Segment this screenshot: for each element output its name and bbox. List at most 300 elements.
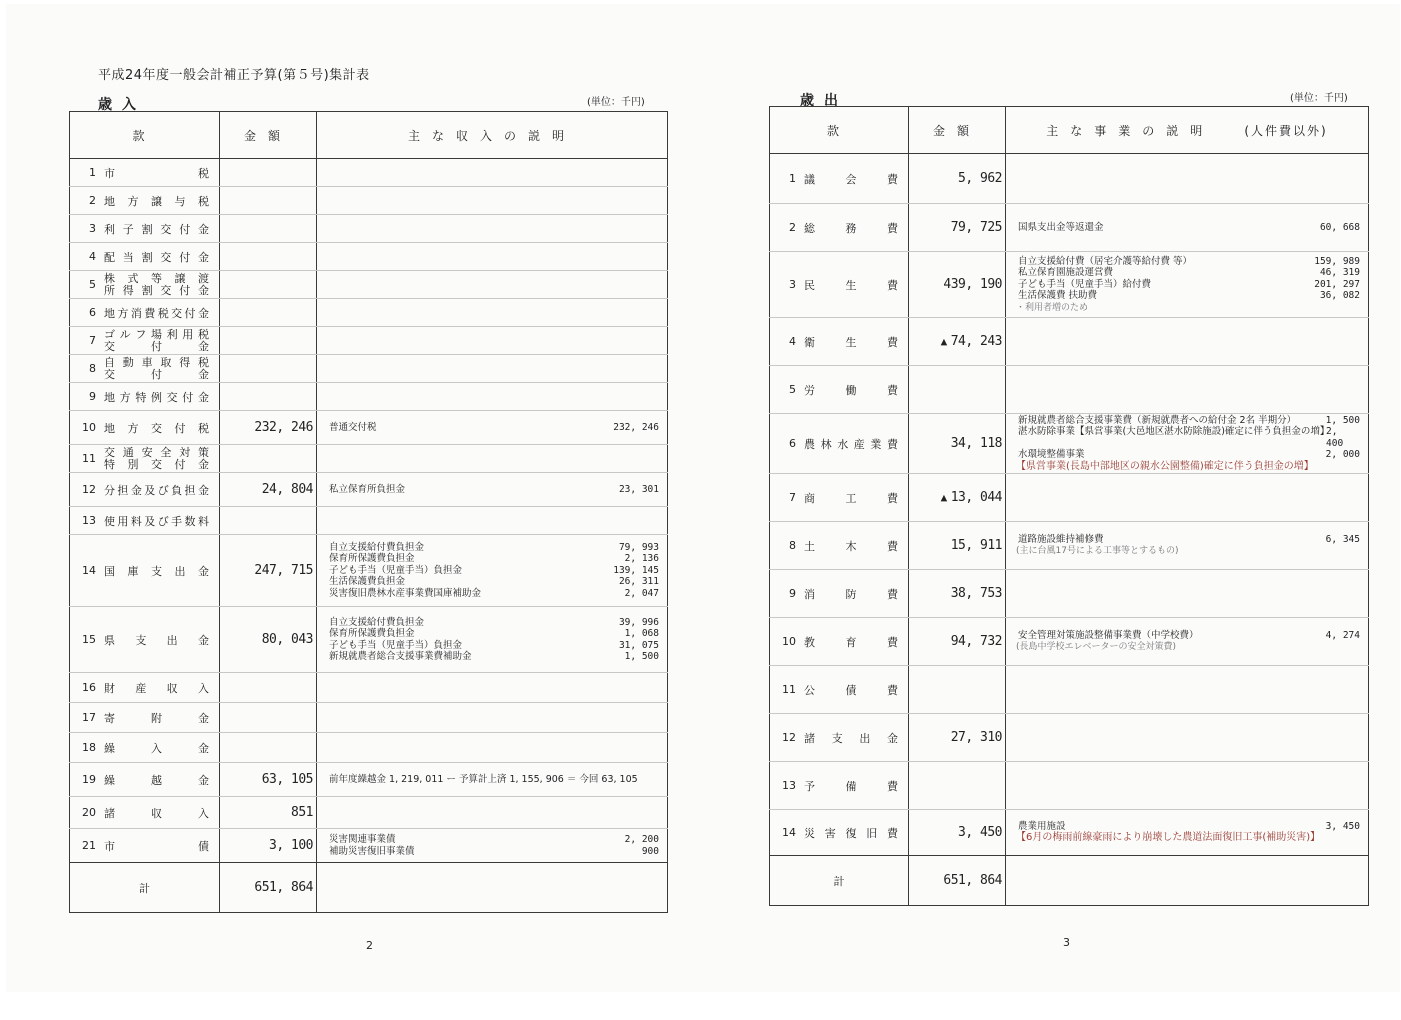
item-number: 16 bbox=[82, 681, 96, 694]
revenue-description bbox=[317, 797, 668, 829]
item-name: 地 方 特 例 交 付 金 bbox=[104, 390, 209, 404]
expenditure-amount bbox=[909, 714, 1006, 762]
description-label: 子ども手当（児童手当）負担金 bbox=[329, 564, 463, 576]
revenue-description bbox=[317, 733, 668, 763]
description-label: 湛水防除事業【県営事業(大邑地区湛水防除施設)確定に伴う負担金の増】 bbox=[1018, 426, 1330, 437]
expenditure-item-cell bbox=[770, 522, 909, 570]
description-label: 子ども手当（児童手当）給付費 bbox=[1018, 278, 1152, 290]
amount-value: 27, 310 bbox=[950, 730, 1002, 745]
table-row bbox=[770, 204, 1369, 252]
table-row bbox=[70, 187, 668, 215]
expenditure-header-amount: 金額 bbox=[909, 107, 1006, 154]
item-name: 民 生 費 bbox=[804, 278, 898, 292]
revenue-amount bbox=[220, 703, 317, 733]
amount-value: 74, 243 bbox=[950, 334, 1002, 349]
item-name: 農 林 水 産 業 費 bbox=[804, 437, 898, 451]
description-label: 農業用施設 bbox=[1018, 820, 1066, 832]
table-row bbox=[70, 797, 668, 829]
revenue-item-cell bbox=[70, 383, 220, 411]
expenditure-total-desc bbox=[1006, 856, 1369, 906]
item-name: 災 害 復 旧 費 bbox=[804, 826, 898, 840]
table-row bbox=[70, 243, 668, 271]
expenditure-amount bbox=[909, 252, 1006, 318]
expenditure-amount bbox=[909, 570, 1006, 618]
expenditure-section-title: 歳出 bbox=[800, 93, 848, 109]
negative-triangle-icon: ▲ bbox=[940, 491, 947, 504]
item-number: 10 bbox=[82, 421, 96, 434]
item-name: 地 方 交 付 税 bbox=[104, 421, 209, 435]
expenditure-amount bbox=[909, 522, 1006, 570]
item-name bbox=[104, 329, 219, 353]
table-row bbox=[70, 507, 668, 535]
item-name: 繰 入 金 bbox=[104, 741, 209, 755]
revenue-item-cell bbox=[70, 733, 220, 763]
item-number: 13 bbox=[82, 514, 96, 527]
expenditure-item-cell bbox=[770, 570, 909, 618]
expenditure-amount bbox=[909, 618, 1006, 666]
expenditure-amount bbox=[909, 414, 1006, 474]
description-value: 46, 319 bbox=[1319, 267, 1360, 278]
table-row bbox=[770, 366, 1369, 414]
description-line bbox=[317, 834, 667, 846]
description-value: 31, 075 bbox=[618, 639, 659, 651]
description-value: 2, 400 bbox=[1326, 426, 1344, 449]
expenditure-item-cell bbox=[770, 762, 909, 810]
table-row bbox=[770, 618, 1369, 666]
table-row bbox=[770, 318, 1369, 366]
description-label: 災害関連事業債 bbox=[329, 834, 396, 845]
revenue-amount bbox=[220, 383, 317, 411]
item-name-line: 所 得 割 交 付 金 bbox=[104, 283, 209, 297]
item-number: 8 bbox=[789, 539, 796, 552]
description-label: 道路施設維持補修費 bbox=[1018, 533, 1104, 545]
description-value: 201, 297 bbox=[1314, 278, 1360, 290]
description-value: 2, 200 bbox=[624, 834, 659, 845]
item-number: 14 bbox=[782, 826, 796, 839]
expenditure-description bbox=[1006, 618, 1369, 666]
item-name: 財 産 収 入 bbox=[104, 681, 209, 695]
revenue-description bbox=[317, 299, 668, 327]
page-number-left: 2 bbox=[366, 939, 373, 952]
table-row bbox=[770, 522, 1369, 570]
revenue-total-desc bbox=[317, 863, 668, 913]
item-number: 1 bbox=[789, 172, 796, 185]
table-row bbox=[70, 159, 668, 187]
description-value: 26, 311 bbox=[618, 576, 659, 588]
amount-value: 79, 725 bbox=[950, 220, 1002, 235]
item-number: 14 bbox=[82, 564, 96, 577]
description-label: 子ども手当（児童手当）負担金 bbox=[329, 639, 463, 651]
item-number: 3 bbox=[89, 222, 96, 235]
revenue-description bbox=[317, 673, 668, 703]
expenditure-description bbox=[1006, 570, 1369, 618]
revenue-item-cell bbox=[70, 159, 220, 187]
handwritten-note: ・利用者増のため bbox=[1016, 302, 1089, 313]
item-name: 労 働 費 bbox=[804, 383, 898, 397]
revenue-amount bbox=[220, 507, 317, 535]
description-label: 安全管理対策施設整備事業費（中学校費） bbox=[1018, 629, 1199, 641]
table-row bbox=[70, 703, 668, 733]
table-row bbox=[70, 763, 668, 797]
expenditure-description bbox=[1006, 204, 1369, 252]
description-value: 159, 989 bbox=[1314, 255, 1360, 267]
description-line bbox=[317, 565, 667, 577]
item-name: 市 税 bbox=[104, 166, 209, 180]
table-row bbox=[770, 762, 1369, 810]
revenue-item-cell bbox=[70, 797, 220, 829]
description-line bbox=[1006, 256, 1368, 268]
revenue-amount: 3, 100 bbox=[220, 829, 317, 863]
item-name-line: 特 別 交 付 金 bbox=[104, 457, 209, 471]
description-label: 国県支出金等返還金 bbox=[1018, 221, 1104, 233]
revenue-description bbox=[317, 411, 668, 445]
item-name: 使 用 料 及 び 手 数 料 bbox=[104, 514, 209, 528]
revenue-item-cell bbox=[70, 243, 220, 271]
expenditure-amount bbox=[909, 474, 1006, 522]
expenditure-total-label: 計 bbox=[770, 856, 909, 906]
item-name-line: 交 付 金 bbox=[104, 339, 209, 353]
expenditure-amount bbox=[909, 666, 1006, 714]
revenue-header-item: 款 bbox=[70, 112, 220, 159]
revenue-item-cell bbox=[70, 763, 220, 797]
amount-value: 94, 732 bbox=[950, 634, 1002, 649]
expenditure-description bbox=[1006, 810, 1369, 856]
description-line bbox=[1006, 821, 1368, 833]
item-name: 配 当 割 交 付 金 bbox=[104, 250, 209, 264]
table-row bbox=[770, 474, 1369, 522]
item-number: 20 bbox=[82, 806, 96, 819]
revenue-item-cell bbox=[70, 355, 220, 383]
item-name: 商 工 費 bbox=[804, 491, 898, 505]
description-value: 4, 274 bbox=[1325, 629, 1360, 641]
description-label: 水環境整備事業 bbox=[1018, 449, 1085, 460]
revenue-amount bbox=[220, 299, 317, 327]
item-name: 市 債 bbox=[104, 839, 209, 853]
item-name: 寄 附 金 bbox=[104, 711, 209, 725]
revenue-amount bbox=[220, 355, 317, 383]
description-label: 私立保育所負担金 bbox=[329, 483, 406, 495]
expenditure-amount bbox=[909, 366, 1006, 414]
item-number: 4 bbox=[89, 250, 96, 263]
description-value: 2, 047 bbox=[624, 587, 659, 599]
expenditure-item-cell bbox=[770, 714, 909, 762]
revenue-amount bbox=[220, 733, 317, 763]
revenue-item-cell bbox=[70, 607, 220, 673]
description-label: 新規就農者総合支援事業費補助金 bbox=[329, 651, 472, 662]
item-number: 11 bbox=[782, 683, 796, 696]
expenditure-item-cell bbox=[770, 810, 909, 856]
item-name: 繰 越 金 bbox=[104, 773, 209, 787]
revenue-total-amount: 651, 864 bbox=[220, 863, 317, 913]
page-number-right: 3 bbox=[1063, 936, 1070, 949]
revenue-amount: 247, 715 bbox=[220, 535, 317, 607]
item-number: 15 bbox=[82, 633, 96, 646]
table-row bbox=[70, 327, 668, 355]
item-number: 19 bbox=[82, 773, 96, 786]
item-name-line: ゴ ル フ 場 利 用 税 bbox=[104, 327, 209, 341]
description-line bbox=[317, 576, 667, 588]
item-number: 6 bbox=[89, 306, 96, 319]
item-name-line: 株 式 等 譲 渡 bbox=[104, 271, 209, 285]
item-name bbox=[104, 447, 219, 471]
item-name: 諸 支 出 金 bbox=[804, 731, 898, 745]
table-row bbox=[70, 445, 668, 473]
revenue-amount: 80, 043 bbox=[220, 607, 317, 673]
description-label: 保育所保護費負担金 bbox=[329, 628, 415, 639]
item-number: 9 bbox=[89, 390, 96, 403]
description-value: 1, 500 bbox=[624, 651, 659, 662]
negative-triangle-icon: ▲ bbox=[940, 335, 947, 348]
item-number: 21 bbox=[82, 839, 96, 852]
revenue-section-title: 歳入 bbox=[98, 97, 146, 113]
table-row bbox=[770, 154, 1369, 204]
revenue-amount: 63, 105 bbox=[220, 763, 317, 797]
amount-value: 13, 044 bbox=[950, 490, 1002, 505]
revenue-amount bbox=[220, 327, 317, 355]
item-number: 3 bbox=[789, 278, 796, 291]
revenue-description bbox=[317, 535, 668, 607]
description-line bbox=[317, 774, 667, 786]
item-number: 10 bbox=[782, 635, 796, 648]
description-label: 新規就農者総合支援事業費（新規就農者への給付金 2名 半期分） bbox=[1018, 414, 1297, 426]
revenue-item-cell bbox=[70, 411, 220, 445]
expenditure-description bbox=[1006, 714, 1369, 762]
item-number: 2 bbox=[89, 194, 96, 207]
expenditure-header-item: 款 bbox=[770, 107, 909, 154]
table-row bbox=[70, 673, 668, 703]
table-row bbox=[770, 570, 1369, 618]
description-label: 生活保護費 扶助費 bbox=[1018, 290, 1098, 301]
table-row bbox=[70, 733, 668, 763]
description-line bbox=[317, 553, 667, 565]
revenue-item-cell bbox=[70, 299, 220, 327]
amount-value: 439, 190 bbox=[943, 277, 1002, 292]
item-name: 分 担 金 及 び 負 担 金 bbox=[104, 483, 209, 497]
item-number: 5 bbox=[89, 278, 96, 291]
expenditure-description bbox=[1006, 474, 1369, 522]
revenue-description bbox=[317, 215, 668, 243]
description-value: 1, 068 bbox=[624, 628, 659, 639]
item-name: 国 庫 支 出 金 bbox=[104, 564, 209, 578]
revenue-amount bbox=[220, 673, 317, 703]
item-name: 地 方 譲 与 税 bbox=[104, 194, 209, 208]
revenue-description bbox=[317, 159, 668, 187]
revenue-description bbox=[317, 327, 668, 355]
revenue-item-cell bbox=[70, 187, 220, 215]
revenue-amount bbox=[220, 271, 317, 299]
description-line bbox=[1006, 534, 1368, 546]
revenue-amount: 851 bbox=[220, 797, 317, 829]
table-row bbox=[70, 607, 668, 673]
handwritten-note: 【6月の梅雨前線豪雨により崩壊した農道法面復旧工事(補助災害)】 bbox=[1016, 832, 1321, 844]
description-line bbox=[1006, 449, 1368, 461]
table-row bbox=[770, 252, 1369, 318]
table-row bbox=[70, 355, 668, 383]
item-name: 県 支 出 金 bbox=[104, 633, 209, 647]
revenue-description bbox=[317, 355, 668, 383]
amount-value: 3, 450 bbox=[958, 825, 1002, 840]
expenditure-item-cell bbox=[770, 366, 909, 414]
expenditure-item-cell bbox=[770, 252, 909, 318]
revenue-item-cell bbox=[70, 473, 220, 507]
item-number: 8 bbox=[89, 362, 96, 375]
description-line bbox=[1006, 426, 1368, 449]
item-number: 17 bbox=[82, 711, 96, 724]
item-name: 地 方 消 費 税 交 付 金 bbox=[104, 306, 209, 320]
revenue-description bbox=[317, 829, 668, 863]
description-line bbox=[317, 846, 667, 858]
expenditure-item-cell bbox=[770, 154, 909, 204]
expenditure-description bbox=[1006, 666, 1369, 714]
revenue-amount bbox=[220, 187, 317, 215]
item-name-line: 交 付 金 bbox=[104, 367, 209, 381]
table-row bbox=[70, 299, 668, 327]
description-label: 自立支援給付費負担金 bbox=[329, 616, 425, 628]
revenue-amount: 24, 804 bbox=[220, 473, 317, 507]
handwritten-note: (主に台風17号による工事等とするもの) bbox=[1016, 546, 1179, 557]
description-line bbox=[1006, 222, 1368, 234]
table-row bbox=[70, 473, 668, 507]
revenue-item-cell bbox=[70, 829, 220, 863]
expenditure-description bbox=[1006, 522, 1369, 570]
item-name: 議 会 費 bbox=[804, 172, 898, 186]
description-label: 前年度繰越金 1, 219, 011 ー 予算計上済 1, 155, 906 ＝ 今回 63, 105 bbox=[329, 773, 638, 785]
table-row bbox=[770, 810, 1369, 856]
amount-value: 38, 753 bbox=[950, 586, 1002, 601]
item-name: 公 債 費 bbox=[804, 683, 898, 697]
description-line bbox=[317, 484, 667, 496]
description-line bbox=[1006, 415, 1368, 427]
revenue-header-description: 主な収入の説明 bbox=[317, 112, 668, 159]
item-name: 諸 収 入 bbox=[104, 806, 209, 820]
description-label: 私立保育園施設運営費 bbox=[1018, 267, 1114, 278]
item-name-line: 交 通 安 全 対 策 bbox=[104, 445, 209, 459]
expenditure-item-cell bbox=[770, 204, 909, 252]
description-line bbox=[317, 588, 667, 600]
item-name: 利 子 割 交 付 金 bbox=[104, 222, 209, 236]
revenue-description bbox=[317, 271, 668, 299]
revenue-description bbox=[317, 243, 668, 271]
table-row bbox=[70, 383, 668, 411]
expenditure-unit: (単位：千円) bbox=[1290, 93, 1348, 104]
description-label: 自立支援給付費負担金 bbox=[329, 541, 425, 553]
item-name: 消 防 費 bbox=[804, 587, 898, 601]
description-value: 3, 450 bbox=[1325, 820, 1360, 832]
item-number: 12 bbox=[82, 483, 96, 496]
revenue-description bbox=[317, 607, 668, 673]
description-value: 139, 145 bbox=[613, 564, 659, 576]
item-number: 4 bbox=[789, 335, 796, 348]
description-value: 2, 136 bbox=[624, 553, 659, 565]
revenue-item-cell bbox=[70, 703, 220, 733]
description-value: 39, 996 bbox=[618, 616, 659, 628]
handwritten-note: (長島中学校エレベーターの安全対策費) bbox=[1016, 642, 1177, 653]
revenue-amount: 232, 246 bbox=[220, 411, 317, 445]
expenditure-description bbox=[1006, 366, 1369, 414]
revenue-table bbox=[69, 111, 668, 913]
item-name bbox=[104, 273, 219, 297]
description-label: 普通交付税 bbox=[329, 421, 377, 433]
revenue-description bbox=[317, 507, 668, 535]
expenditure-item-cell bbox=[770, 618, 909, 666]
description-line bbox=[317, 640, 667, 652]
item-name: 土 木 費 bbox=[804, 539, 898, 553]
revenue-item-cell bbox=[70, 507, 220, 535]
expenditure-header-description: 主な事業の説明 (人件費以外) bbox=[1006, 107, 1369, 154]
table-row bbox=[70, 411, 668, 445]
expenditure-amount bbox=[909, 204, 1006, 252]
description-line bbox=[1006, 290, 1368, 302]
item-number: 18 bbox=[82, 741, 96, 754]
item-number: 11 bbox=[82, 452, 96, 465]
item-number: 2 bbox=[789, 221, 796, 234]
revenue-amount bbox=[220, 215, 317, 243]
description-line bbox=[317, 542, 667, 554]
description-label: 補助災害復旧事業債 bbox=[329, 845, 415, 857]
amount-value: 5, 962 bbox=[958, 171, 1002, 186]
expenditure-amount bbox=[909, 318, 1006, 366]
description-value: 23, 301 bbox=[618, 483, 659, 495]
table-row bbox=[70, 215, 668, 243]
expenditure-table bbox=[769, 106, 1369, 906]
revenue-unit: (単位：千円) bbox=[587, 97, 645, 108]
expenditure-amount bbox=[909, 762, 1006, 810]
expenditure-item-cell bbox=[770, 318, 909, 366]
expenditure-item-cell bbox=[770, 666, 909, 714]
expenditure-description bbox=[1006, 252, 1369, 318]
item-number: 5 bbox=[789, 383, 796, 396]
expenditure-description bbox=[1006, 414, 1369, 474]
revenue-item-cell bbox=[70, 215, 220, 243]
description-label: 災害復旧農林水産事業費国庫補助金 bbox=[329, 587, 482, 599]
revenue-header-amount: 金額 bbox=[220, 112, 317, 159]
table-row bbox=[70, 271, 668, 299]
expenditure-description bbox=[1006, 154, 1369, 204]
amount-value: 34, 118 bbox=[950, 436, 1002, 451]
description-value: 79, 993 bbox=[618, 541, 659, 553]
amount-value: 15, 911 bbox=[950, 538, 1002, 553]
revenue-total-label: 計 bbox=[70, 863, 220, 913]
description-value: 36, 082 bbox=[1319, 290, 1360, 301]
item-name: 教 育 費 bbox=[804, 635, 898, 649]
description-line bbox=[317, 651, 667, 663]
description-label: 自立支援給付費（居宅介護等給付費 等） bbox=[1018, 255, 1193, 267]
description-label: 保育所保護費負担金 bbox=[329, 553, 415, 565]
table-row bbox=[70, 829, 668, 863]
handwritten-note: 【県営事業(長島中部地区の親水公園整備)確定に伴う負担金の増】 bbox=[1016, 460, 1314, 472]
revenue-item-cell bbox=[70, 445, 220, 473]
table-row bbox=[770, 414, 1369, 474]
description-value: 60, 668 bbox=[1319, 221, 1360, 233]
revenue-item-cell bbox=[70, 535, 220, 607]
revenue-item-cell bbox=[70, 271, 220, 299]
table-row bbox=[70, 535, 668, 607]
revenue-description bbox=[317, 763, 668, 797]
description-value: 2, 000 bbox=[1325, 449, 1360, 460]
item-number: 6 bbox=[789, 437, 796, 450]
expenditure-item-cell bbox=[770, 474, 909, 522]
item-name: 総 務 費 bbox=[804, 221, 898, 235]
description-line bbox=[1006, 279, 1368, 291]
description-line bbox=[317, 617, 667, 629]
description-line bbox=[317, 628, 667, 640]
description-value: 900 bbox=[641, 845, 659, 857]
revenue-description bbox=[317, 473, 668, 507]
revenue-item-cell bbox=[70, 327, 220, 355]
item-name bbox=[104, 357, 219, 381]
expenditure-amount bbox=[909, 154, 1006, 204]
document-title: 平成24年度一般会計補正予算(第５号)集計表 bbox=[98, 68, 370, 83]
